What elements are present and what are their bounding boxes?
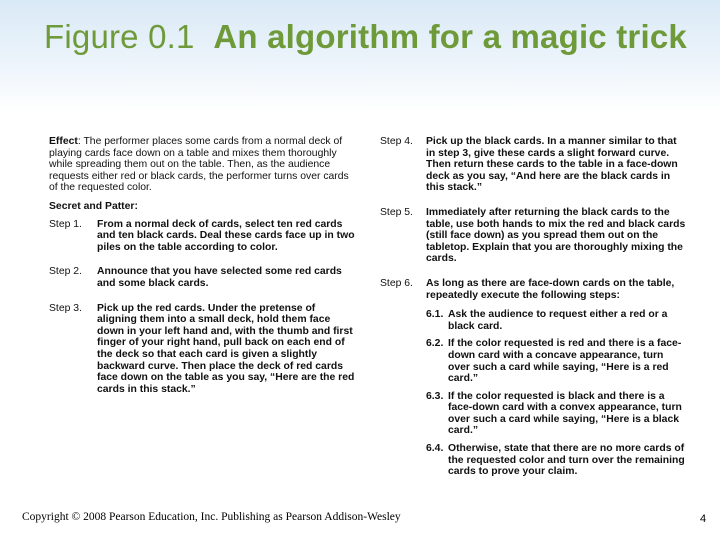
step-label: Step 3. [49, 302, 82, 314]
step-3 [49, 303, 355, 396]
step-text: Pick up the red cards. Under the pretense of aligning them into a small deck, hold them face down in your left hand and, with the thumb and first finger of your right hand, pull back on each end of the deck so that each card is given a slightly backward curve. Then place the deck of red cards face down on the table as you say, “Here are the red cards in this stack.” [97, 302, 355, 395]
page-number: 4 [700, 513, 707, 525]
figure-label: Figure 0.1 [44, 18, 195, 55]
slide-title [44, 16, 704, 58]
step-text: Announce that you have selected some red cards and some black cards. [97, 266, 342, 289]
copyright-footer: Copyright © 2008 Pearson Education, Inc. Publishing as Pearson Addison-Wesley [22, 511, 401, 523]
step-6 [380, 278, 686, 301]
substep-label: 6.2. [426, 338, 444, 350]
substep-label: 6.1. [426, 309, 444, 321]
step-label: Step 4. [380, 136, 413, 147]
substep-6-4 [426, 443, 686, 478]
effect-paragraph [49, 136, 355, 194]
substep-6-2 [426, 338, 686, 384]
step-label: Step 6. [380, 277, 413, 289]
step-text: Pick up the black cards. In a manner similar to that in step 3, give these cards a slight forward curve. Then return these cards to the table in a face-down deck as you say, “And here are the black cards in this stack.” [426, 136, 678, 194]
substep-label: 6.3. [426, 390, 444, 402]
substep-6-3 [426, 391, 686, 437]
substep-text: Ask the audience to request either a red or a black card. [448, 309, 668, 332]
step-text: Immediately after returning the black cards to the table, use both hands to mix the red and black cards (still face down) as you spread them out on the tabletop. Explain that you are thoroughly mixing the cards. [426, 206, 686, 265]
step-label: Step 1. [49, 218, 82, 230]
right-column [380, 136, 686, 484]
effect-text: : The performer places some cards from a normal deck of playing cards face down on a table and mixes them thoroughly while spreading them out on the table. Then, as the audience requests either red or black cards, the performer turns over cards of the requested color. [49, 136, 349, 194]
step-text: From a normal deck of cards, select ten red cards and ten black cards. Deal these cards face up in two piles on the table according to color. [97, 218, 355, 253]
substep-text: If the color requested is red and there is a face-down card with a concave appearance, turn over such a card while saying, “Here is a red card.” [448, 338, 682, 385]
step-label: Step 5. [380, 206, 413, 218]
substep-6-1 [426, 309, 686, 332]
effect-label: Effect [49, 136, 78, 147]
secret-heading: Secret and Patter: [49, 200, 138, 212]
step-5 [380, 207, 686, 265]
step-2 [49, 266, 355, 289]
left-column [49, 136, 355, 408]
substep-text: If the color requested is black and there is a face-down card with a convex appearance, turn over such a card while saying, “Here is a black card.” [448, 390, 682, 437]
title-text: An algorithm for a magic trick [213, 18, 687, 55]
step-text: As long as there are face-down cards on the table, repeatedly execute the following steps: [426, 277, 675, 301]
figure-panel [40, 126, 688, 496]
substep-text: Otherwise, state that there are no more cards of the requested color and turn over the remaining cards to prove your claim. [448, 443, 685, 478]
step-1 [49, 219, 355, 254]
step-4 [380, 136, 686, 194]
substep-label: 6.4. [426, 443, 444, 455]
step-label: Step 2. [49, 266, 82, 278]
